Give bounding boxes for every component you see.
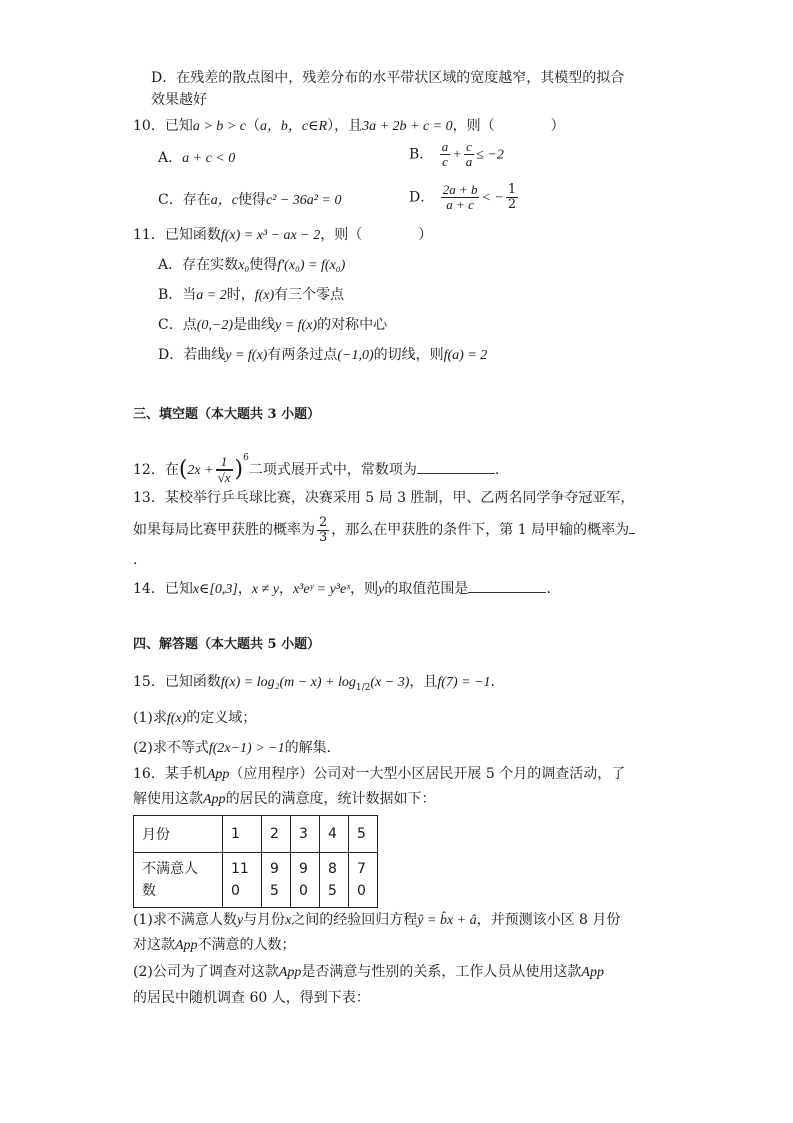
q16-survey-table [133, 815, 378, 908]
q16-part1-line1: (1)求不满意人数y与月份x之间的经验回归方程ŷ = b̂x + â，并预测该小区 8 月份 [133, 912, 621, 928]
q11-option-c: C．点(0,−2)是曲线y = f(x)的对称中心 [158, 317, 388, 333]
q9-option-d-line2: 效果越好 [151, 92, 207, 108]
q16-part2-line1: (2)公司为了调查对这款App是否满意与性别的关系，工作人员从使用这款App [133, 964, 604, 980]
q14-answer-blank[interactable] [468, 578, 546, 593]
q10-stem: 10．已知a > b > c（a，b，c∈R），且3a + 2b + c = 0，则（ ） [133, 118, 565, 134]
q15-part2: (2)求不等式f(2x−1) > −1的解集. [133, 740, 332, 756]
table-cell: 9 5 [262, 853, 291, 908]
q10-option-a: A．a + c < 0 [158, 150, 236, 166]
q13-line2: 如果每局比赛甲获胜的概率为 $\frac{2}{3}$ ，那么在甲获胜的条件下，第 1 局甲输的概率为 [133, 514, 635, 546]
q13-line3: . [133, 552, 138, 568]
q13-answer-blank[interactable] [629, 519, 635, 534]
section-4-heading: 四、解答题（本大题共 5 小题） [133, 637, 321, 652]
q11-option-a: A．存在实数x₀使得f′(x₀) = f(x₀) [158, 257, 346, 273]
table-header-row [134, 816, 378, 853]
q10-option-c: C．存在a，c使得c² − 36a² = 0 [158, 192, 342, 208]
q13-line1: 13．某校举行乒乓球比赛，决赛采用 5 局 3 胜制，甲、乙两名同学争夺冠亚军， [133, 490, 635, 506]
table-cell: 11 0 [223, 853, 262, 908]
table-cell: 4 [320, 816, 349, 853]
table-cell-label: 不满意人 数 [134, 853, 223, 908]
table-cell: 5 [349, 816, 378, 853]
q14-stem: 14．已知x∈[0,3]，x ≠ y，x³eʸ = y³eˣ，则y的取值范围是 . [133, 578, 551, 600]
section-3-heading: 三、填空题（本大题共 3 小题） [133, 407, 321, 422]
q16-part1-line2: 对这款App不满意的人数； [133, 937, 296, 953]
table-cell: 1 [223, 816, 262, 853]
q11-option-d: D．若曲线y = f(x)有两条过点(−1,0)的切线，则f(a) = 2 [158, 347, 488, 363]
q15-stem: 15．已知函数$f(x) = \log_2(m - x) + \log_{1/2}(x - 3)$，且f(7) = −1. [133, 674, 495, 693]
table-cell: 8 5 [320, 853, 349, 908]
table-cell: 7 0 [349, 853, 378, 908]
q9-option-d-line1: D．在残差的散点图中，残差分布的水平带状区域的宽度越窄，其模型的拟合 [151, 70, 625, 86]
q16-part2-line2: 的居民中随机调查 60 人，得到下表： [133, 990, 370, 1006]
table-cell: 2 [262, 816, 291, 853]
q12-answer-blank[interactable] [417, 459, 495, 474]
q12-stem: 12．在(2x + $\frac{1}{√x}$ )$^6$二项式展开式中，常数项为 . [133, 453, 500, 485]
table-cell: 月份 [134, 816, 223, 853]
q10-option-d: D． $\frac{2a + b}{a + c}$ < − $\frac{1}{2}$ [409, 182, 517, 212]
table-cell: 3 [291, 816, 320, 853]
table-cell: 9 0 [291, 853, 320, 908]
q16-line2: 解使用这款App的居民的满意度，统计数据如下： [133, 791, 436, 807]
q15-part1: (1)求f(x)的定义域； [133, 710, 257, 726]
q10-option-b: B． $\frac{a}{c}$ + $\frac{c}{a}$ ≤ −2 [409, 139, 504, 169]
q11-option-b: B．当a = 2时，f(x)有三个零点 [158, 287, 345, 303]
q16-line1: 16．某手机App（应用程序）公司对一大型小区居民开展 5 个月的调查活动，了 [133, 766, 626, 782]
table-row [134, 853, 378, 908]
q11-stem: 11．已知函数f(x) = x³ − ax − 2，则（ ） [133, 227, 433, 243]
